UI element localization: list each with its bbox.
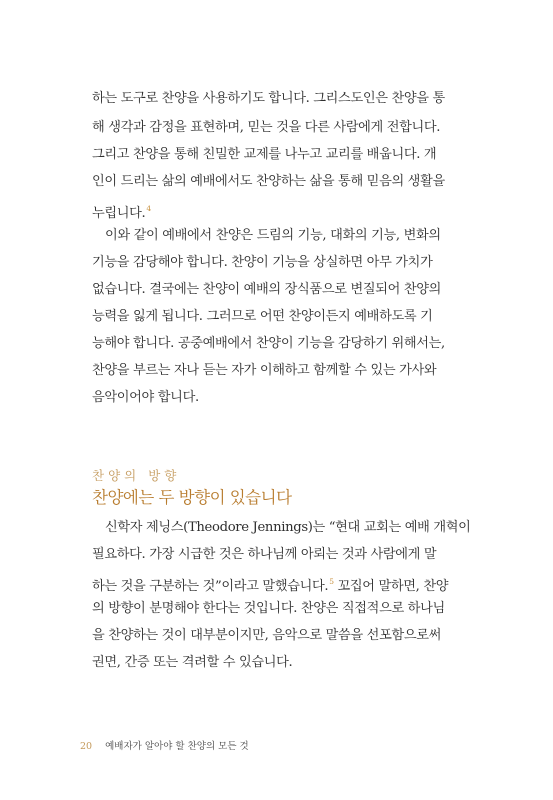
section-kicker: 찬양의 방향: [92, 468, 181, 483]
body-text-line: [92, 573, 448, 596]
body-text-line: 없습니다. 결국에는 찬양이 예배의 장식품으로 변질되어 찬양의: [92, 282, 442, 297]
body-text: 누립니다.: [92, 206, 146, 221]
page-number: 20: [80, 741, 93, 752]
body-text-line: 을 찬양하는 것이 대부분이지만, 음악으로 말씀을 선포함으로써: [92, 628, 442, 643]
page-footer: [80, 738, 249, 752]
body-text-line: 권면, 간증 또는 격려할 수 있습니다.: [92, 655, 293, 670]
body-text-line: 인이 드리는 삶의 예배에서도 찬양하는 삶을 통해 믿음의 생활을: [92, 174, 445, 189]
body-text-line: 능력을 잃게 됩니다. 그러므로 어떤 찬양이든지 예배하도록 기: [92, 309, 433, 324]
footnote-marker[interactable]: 4: [146, 204, 151, 213]
body-text-line: 하는 도구로 찬양을 사용하기도 합니다. 그리스도인은 찬양을 통: [92, 91, 445, 106]
body-text-line: 기능을 감당해야 합니다. 찬양이 기능을 상실하면 아무 가치가: [92, 255, 433, 270]
body-text-line: 신학자 제닝스(Theodore Jennings)는 “현대 교회는 예배 개혁이: [105, 520, 471, 535]
running-book-title: 예배자가 알아야 할 찬양의 모든 것: [105, 741, 249, 752]
body-text-line: 그리고 찬양을 통해 친밀한 교제를 나누고 교리를 배웁니다. 개: [92, 147, 437, 162]
body-text: 꼬집어 말하면, 찬양: [337, 579, 449, 594]
body-text-line: 필요하다. 가장 시급한 것은 하나님께 아뢰는 것과 사람에게 말: [92, 547, 437, 562]
body-text-line: 해 생각과 감정을 표현하며, 믿는 것을 다른 사람에게 전합니다.: [92, 120, 441, 135]
body-text-line: 능해야 합니다. 공중예배에서 찬양이 기능을 감당하기 위해서는,: [92, 336, 445, 351]
body-text: 하는 것을 구분하는 것”이라고 말했습니다.: [92, 579, 329, 594]
section-title: 찬양에는 두 방향이 있습니다: [92, 488, 292, 507]
body-text-line: 찬양을 부르는 자나 듣는 자가 이해하고 함께할 수 있는 가사와: [92, 363, 437, 378]
footnote-marker[interactable]: 5: [329, 577, 334, 586]
body-text-line: [92, 200, 151, 223]
body-text-line: 음악이어야 합니다.: [92, 390, 199, 405]
body-text-line: 의 방향이 분명해야 한다는 것입니다. 찬양은 직접적으로 하나님: [92, 601, 445, 616]
body-text-line: 이와 같이 예배에서 찬양은 드림의 기능, 대화의 기능, 변화의: [105, 228, 441, 243]
